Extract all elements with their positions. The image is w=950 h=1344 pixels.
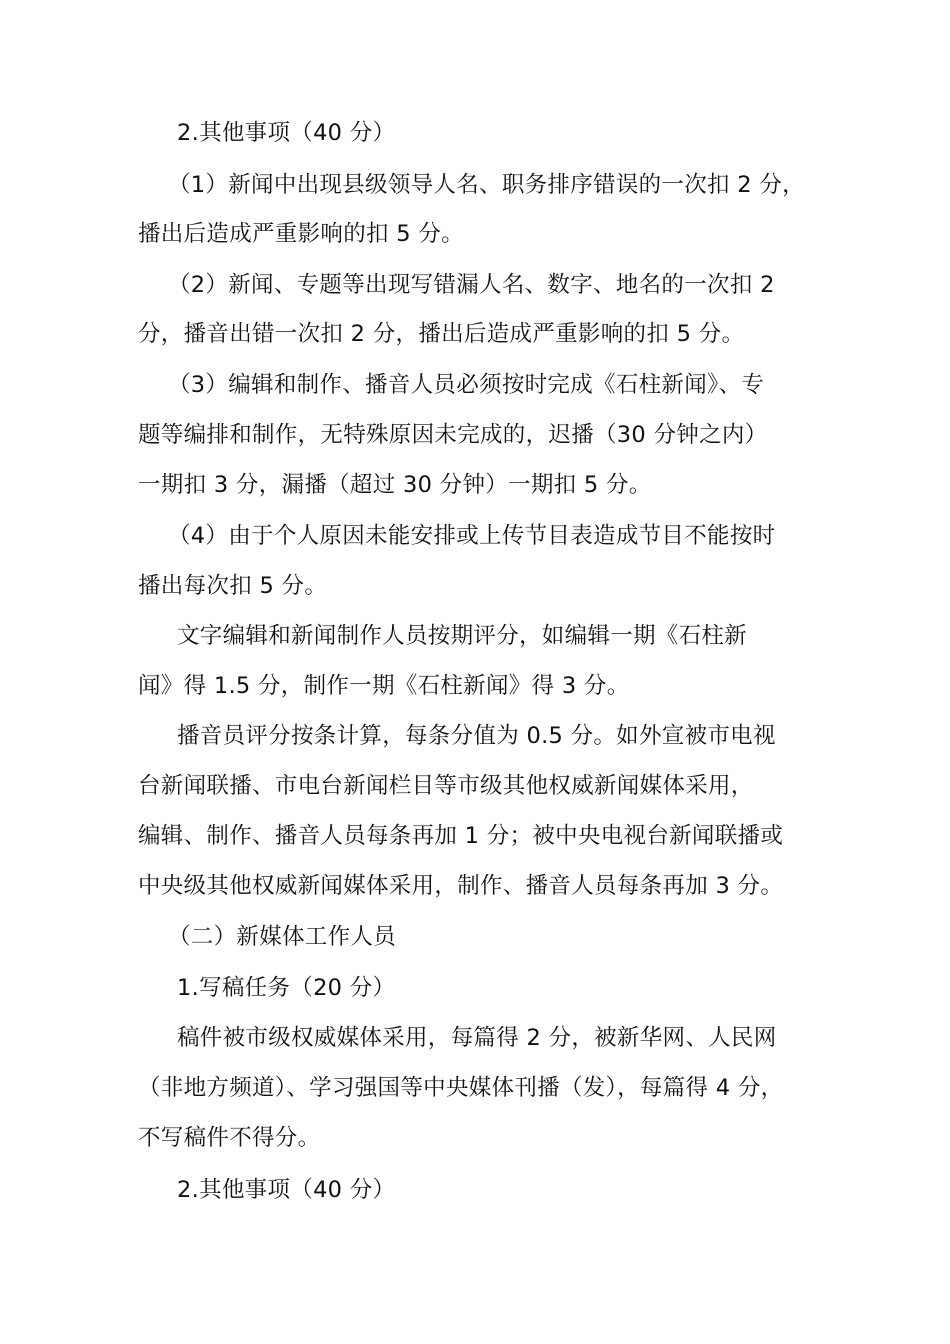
- paragraph-line: 一期扣 3 分，漏播（超过 30 分钟）一期扣 5 分。: [138, 472, 652, 498]
- paragraph-line: 文字编辑和新闻制作人员按期评分，如编辑一期《石柱新: [177, 623, 748, 649]
- paragraph-line: 中央级其他权威新闻媒体采用，制作、播音人员每条再加 3 分。: [138, 873, 784, 899]
- paragraph-line: 稿件被市级权威媒体采用，每篇得 2 分，被新华网、人民网: [177, 1025, 777, 1051]
- paragraph-line: 播出每次扣 5 分。: [138, 573, 328, 599]
- paragraph-line: 编辑、制作、播音人员每条再加 1 分；被中央电视台新闻联播或: [138, 823, 784, 849]
- paragraph-line: 分，播音出错一次扣 2 分，播出后造成严重影响的扣 5 分。: [138, 321, 745, 347]
- paragraph-line: （2）新闻、专题等出现写错漏人名、数字、地名的一次扣 2: [168, 272, 775, 298]
- paragraph-line: 台新闻联播、市电台新闻栏目等市级其他权威新闻媒体采用，: [138, 773, 754, 799]
- paragraph-line: 题等编排和制作，无特殊原因未完成的，迟播（30 分钟之内）: [138, 422, 768, 448]
- paragraph-line: （1）新闻中出现县级领导人名、职务排序错误的一次扣 2 分，: [168, 172, 805, 198]
- section-heading-other-matters: 2.其他事项（40 分）: [177, 120, 396, 146]
- paragraph-line: （非地方频道）、学习强国等中央媒体刊播（发），每篇得 4 分，: [138, 1075, 784, 1101]
- section-heading-other-matters-2: 2.其他事项（40 分）: [177, 1177, 396, 1203]
- paragraph-line: 播出后造成严重影响的扣 5 分。: [138, 221, 464, 247]
- paragraph-line: 闻》得 1.5 分，制作一期《石柱新闻》得 3 分。: [138, 673, 630, 699]
- paragraph-line: 不写稿件不得分。: [138, 1125, 321, 1151]
- paragraph-line: （3）编辑和制作、播音人员必须按时完成《石柱新闻》、专: [168, 372, 765, 398]
- section-heading-writing-tasks: 1.写稿任务（20 分）: [177, 975, 396, 1001]
- paragraph-line: （4）由于个人原因未能安排或上传节目表造成节目不能按时: [168, 523, 776, 549]
- section-heading-new-media-staff: （二）新媒体工作人员: [168, 924, 397, 950]
- paragraph-line: 播音员评分按条计算，每条分值为 0.5 分。如外宣被市电视: [177, 723, 776, 749]
